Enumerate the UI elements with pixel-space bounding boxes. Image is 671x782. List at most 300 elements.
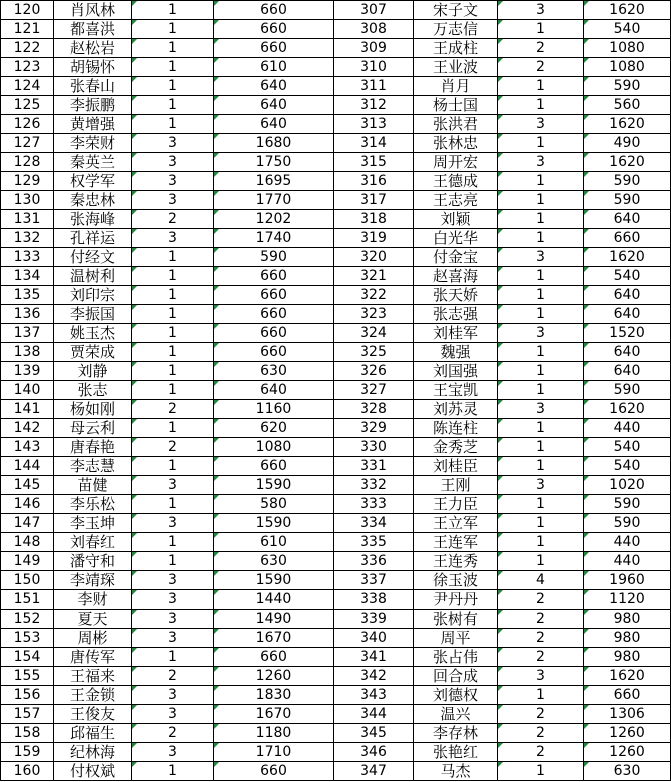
right-name-cell[interactable]: 刘桂军 xyxy=(414,324,498,343)
left-amount-cell[interactable]: 620 xyxy=(214,419,334,438)
right-name-cell[interactable]: 王德成 xyxy=(414,172,498,191)
right-id-cell[interactable]: 331 xyxy=(334,457,414,476)
right-id-cell[interactable]: 326 xyxy=(334,362,414,381)
left-count-cell[interactable]: 3 xyxy=(132,704,214,723)
right-amount-cell[interactable]: 1620 xyxy=(584,400,671,419)
left-name-cell[interactable]: 李财 xyxy=(54,590,132,609)
left-name-cell[interactable]: 张春山 xyxy=(54,77,132,96)
left-name-cell[interactable]: 刘静 xyxy=(54,362,132,381)
right-name-cell[interactable]: 刘苏灵 xyxy=(414,400,498,419)
right-name-cell[interactable]: 温兴 xyxy=(414,704,498,723)
left-count-cell[interactable]: 1 xyxy=(132,552,214,571)
right-name-cell[interactable]: 张林忠 xyxy=(414,134,498,153)
left-name-cell[interactable]: 唐传军 xyxy=(54,647,132,666)
right-count-cell[interactable]: 1 xyxy=(498,362,584,381)
right-count-cell[interactable]: 1 xyxy=(498,343,584,362)
right-count-cell[interactable]: 1 xyxy=(498,286,584,305)
left-count-cell[interactable]: 3 xyxy=(132,590,214,609)
right-count-cell[interactable]: 1 xyxy=(498,533,584,552)
left-id-cell[interactable]: 132 xyxy=(1,229,54,248)
left-count-cell[interactable]: 1 xyxy=(132,77,214,96)
left-amount-cell[interactable]: 1590 xyxy=(214,514,334,533)
right-count-cell[interactable]: 1 xyxy=(498,419,584,438)
left-count-cell[interactable]: 3 xyxy=(132,191,214,210)
left-name-cell[interactable]: 杨如刚 xyxy=(54,400,132,419)
right-name-cell[interactable]: 周开宏 xyxy=(414,153,498,172)
right-amount-cell[interactable]: 640 xyxy=(584,343,671,362)
left-id-cell[interactable]: 151 xyxy=(1,590,54,609)
left-id-cell[interactable]: 128 xyxy=(1,153,54,172)
right-id-cell[interactable]: 344 xyxy=(334,704,414,723)
left-id-cell[interactable]: 122 xyxy=(1,39,54,58)
left-name-cell[interactable]: 张志 xyxy=(54,381,132,400)
right-amount-cell[interactable]: 1620 xyxy=(584,1,671,20)
left-count-cell[interactable]: 3 xyxy=(132,172,214,191)
left-id-cell[interactable]: 134 xyxy=(1,267,54,286)
left-amount-cell[interactable]: 1670 xyxy=(214,704,334,723)
right-id-cell[interactable]: 345 xyxy=(334,723,414,742)
left-amount-cell[interactable]: 610 xyxy=(214,533,334,552)
right-amount-cell[interactable]: 630 xyxy=(584,761,671,780)
left-count-cell[interactable]: 1 xyxy=(132,96,214,115)
left-amount-cell[interactable]: 1590 xyxy=(214,571,334,590)
left-name-cell[interactable]: 夏天 xyxy=(54,609,132,628)
left-id-cell[interactable]: 138 xyxy=(1,343,54,362)
left-id-cell[interactable]: 144 xyxy=(1,457,54,476)
right-id-cell[interactable]: 324 xyxy=(334,324,414,343)
right-amount-cell[interactable]: 980 xyxy=(584,647,671,666)
right-id-cell[interactable]: 334 xyxy=(334,514,414,533)
right-count-cell[interactable]: 3 xyxy=(498,476,584,495)
left-id-cell[interactable]: 149 xyxy=(1,552,54,571)
left-id-cell[interactable]: 145 xyxy=(1,476,54,495)
left-count-cell[interactable]: 1 xyxy=(132,1,214,20)
right-amount-cell[interactable]: 1260 xyxy=(584,742,671,761)
left-name-cell[interactable]: 李振国 xyxy=(54,305,132,324)
right-name-cell[interactable]: 周平 xyxy=(414,628,498,647)
right-name-cell[interactable]: 回合成 xyxy=(414,666,498,685)
right-name-cell[interactable]: 张志强 xyxy=(414,305,498,324)
left-id-cell[interactable]: 158 xyxy=(1,723,54,742)
right-name-cell[interactable]: 张树有 xyxy=(414,609,498,628)
left-amount-cell[interactable]: 1590 xyxy=(214,476,334,495)
right-name-cell[interactable]: 刘颖 xyxy=(414,210,498,229)
right-name-cell[interactable]: 徐玉波 xyxy=(414,571,498,590)
right-id-cell[interactable]: 327 xyxy=(334,381,414,400)
left-id-cell[interactable]: 121 xyxy=(1,20,54,39)
left-amount-cell[interactable]: 660 xyxy=(214,343,334,362)
right-amount-cell[interactable]: 1120 xyxy=(584,590,671,609)
right-count-cell[interactable]: 2 xyxy=(498,609,584,628)
left-count-cell[interactable]: 2 xyxy=(132,400,214,419)
right-count-cell[interactable]: 1 xyxy=(498,267,584,286)
right-count-cell[interactable]: 2 xyxy=(498,723,584,742)
right-id-cell[interactable]: 336 xyxy=(334,552,414,571)
right-id-cell[interactable]: 342 xyxy=(334,666,414,685)
right-amount-cell[interactable]: 1020 xyxy=(584,476,671,495)
right-name-cell[interactable]: 王业波 xyxy=(414,58,498,77)
left-name-cell[interactable]: 李靖琛 xyxy=(54,571,132,590)
right-id-cell[interactable]: 337 xyxy=(334,571,414,590)
left-amount-cell[interactable]: 590 xyxy=(214,248,334,267)
right-count-cell[interactable]: 3 xyxy=(498,248,584,267)
right-count-cell[interactable]: 1 xyxy=(498,457,584,476)
right-name-cell[interactable]: 白光华 xyxy=(414,229,498,248)
right-name-cell[interactable]: 刘德权 xyxy=(414,685,498,704)
left-name-cell[interactable]: 秦英兰 xyxy=(54,153,132,172)
right-amount-cell[interactable]: 1306 xyxy=(584,704,671,723)
right-amount-cell[interactable]: 640 xyxy=(584,286,671,305)
right-name-cell[interactable]: 魏强 xyxy=(414,343,498,362)
left-count-cell[interactable]: 1 xyxy=(132,248,214,267)
right-count-cell[interactable]: 2 xyxy=(498,647,584,666)
right-name-cell[interactable]: 张洪君 xyxy=(414,115,498,134)
left-name-cell[interactable]: 刘印宗 xyxy=(54,286,132,305)
right-id-cell[interactable]: 312 xyxy=(334,96,414,115)
right-name-cell[interactable]: 金秀芝 xyxy=(414,438,498,457)
left-amount-cell[interactable]: 660 xyxy=(214,761,334,780)
left-count-cell[interactable]: 1 xyxy=(132,324,214,343)
left-name-cell[interactable]: 付经文 xyxy=(54,248,132,267)
left-name-cell[interactable]: 贾荣成 xyxy=(54,343,132,362)
right-id-cell[interactable]: 317 xyxy=(334,191,414,210)
left-amount-cell[interactable]: 640 xyxy=(214,115,334,134)
right-amount-cell[interactable]: 540 xyxy=(584,267,671,286)
left-name-cell[interactable]: 李玉坤 xyxy=(54,514,132,533)
right-name-cell[interactable]: 杨士国 xyxy=(414,96,498,115)
right-count-cell[interactable]: 1 xyxy=(498,210,584,229)
right-id-cell[interactable]: 316 xyxy=(334,172,414,191)
left-name-cell[interactable]: 王福来 xyxy=(54,666,132,685)
right-count-cell[interactable]: 1 xyxy=(498,381,584,400)
right-count-cell[interactable]: 1 xyxy=(498,229,584,248)
right-name-cell[interactable]: 王成柱 xyxy=(414,39,498,58)
left-id-cell[interactable]: 120 xyxy=(1,1,54,20)
left-amount-cell[interactable]: 1670 xyxy=(214,628,334,647)
right-id-cell[interactable]: 335 xyxy=(334,533,414,552)
right-id-cell[interactable]: 338 xyxy=(334,590,414,609)
right-name-cell[interactable]: 付金宝 xyxy=(414,248,498,267)
left-amount-cell[interactable]: 660 xyxy=(214,286,334,305)
left-count-cell[interactable]: 1 xyxy=(132,39,214,58)
right-name-cell[interactable]: 王连秀 xyxy=(414,552,498,571)
left-id-cell[interactable]: 124 xyxy=(1,77,54,96)
right-name-cell[interactable]: 万志信 xyxy=(414,20,498,39)
right-count-cell[interactable]: 1 xyxy=(498,77,584,96)
left-id-cell[interactable]: 130 xyxy=(1,191,54,210)
left-count-cell[interactable]: 1 xyxy=(132,381,214,400)
left-count-cell[interactable]: 1 xyxy=(132,115,214,134)
right-amount-cell[interactable]: 1620 xyxy=(584,115,671,134)
right-id-cell[interactable]: 322 xyxy=(334,286,414,305)
left-count-cell[interactable]: 1 xyxy=(132,286,214,305)
left-count-cell[interactable]: 2 xyxy=(132,438,214,457)
right-amount-cell[interactable]: 1620 xyxy=(584,666,671,685)
left-name-cell[interactable]: 李乐松 xyxy=(54,495,132,514)
right-count-cell[interactable]: 3 xyxy=(498,115,584,134)
right-count-cell[interactable]: 1 xyxy=(498,552,584,571)
left-count-cell[interactable]: 3 xyxy=(132,229,214,248)
left-id-cell[interactable]: 152 xyxy=(1,609,54,628)
right-name-cell[interactable]: 刘国强 xyxy=(414,362,498,381)
right-amount-cell[interactable]: 540 xyxy=(584,438,671,457)
right-id-cell[interactable]: 323 xyxy=(334,305,414,324)
right-count-cell[interactable]: 2 xyxy=(498,628,584,647)
left-count-cell[interactable]: 3 xyxy=(132,685,214,704)
left-amount-cell[interactable]: 630 xyxy=(214,362,334,381)
right-count-cell[interactable]: 1 xyxy=(498,134,584,153)
right-count-cell[interactable]: 1 xyxy=(498,495,584,514)
left-name-cell[interactable]: 温树利 xyxy=(54,267,132,286)
right-id-cell[interactable]: 333 xyxy=(334,495,414,514)
left-amount-cell[interactable]: 1080 xyxy=(214,438,334,457)
left-count-cell[interactable]: 1 xyxy=(132,495,214,514)
left-count-cell[interactable]: 1 xyxy=(132,419,214,438)
right-amount-cell[interactable]: 440 xyxy=(584,419,671,438)
right-name-cell[interactable]: 王志亮 xyxy=(414,191,498,210)
left-amount-cell[interactable]: 1490 xyxy=(214,609,334,628)
left-id-cell[interactable]: 147 xyxy=(1,514,54,533)
left-count-cell[interactable]: 3 xyxy=(132,134,214,153)
right-count-cell[interactable]: 1 xyxy=(498,191,584,210)
right-name-cell[interactable]: 张天娇 xyxy=(414,286,498,305)
left-id-cell[interactable]: 146 xyxy=(1,495,54,514)
left-id-cell[interactable]: 160 xyxy=(1,761,54,780)
right-count-cell[interactable]: 2 xyxy=(498,590,584,609)
left-amount-cell[interactable]: 660 xyxy=(214,39,334,58)
right-amount-cell[interactable]: 1620 xyxy=(584,153,671,172)
left-name-cell[interactable]: 黄增强 xyxy=(54,115,132,134)
right-id-cell[interactable]: 315 xyxy=(334,153,414,172)
right-count-cell[interactable]: 1 xyxy=(498,685,584,704)
left-id-cell[interactable]: 125 xyxy=(1,96,54,115)
left-amount-cell[interactable]: 640 xyxy=(214,96,334,115)
right-id-cell[interactable]: 325 xyxy=(334,343,414,362)
right-count-cell[interactable]: 3 xyxy=(498,324,584,343)
right-id-cell[interactable]: 328 xyxy=(334,400,414,419)
left-amount-cell[interactable]: 1770 xyxy=(214,191,334,210)
right-amount-cell[interactable]: 590 xyxy=(584,514,671,533)
right-name-cell[interactable]: 马杰 xyxy=(414,761,498,780)
left-amount-cell[interactable]: 1680 xyxy=(214,134,334,153)
right-name-cell[interactable]: 李存林 xyxy=(414,723,498,742)
left-id-cell[interactable]: 155 xyxy=(1,666,54,685)
left-count-cell[interactable]: 1 xyxy=(132,647,214,666)
right-amount-cell[interactable]: 640 xyxy=(584,305,671,324)
right-amount-cell[interactable]: 1260 xyxy=(584,723,671,742)
left-count-cell[interactable]: 1 xyxy=(132,20,214,39)
left-name-cell[interactable]: 邱福生 xyxy=(54,723,132,742)
left-amount-cell[interactable]: 1740 xyxy=(214,229,334,248)
left-count-cell[interactable]: 3 xyxy=(132,514,214,533)
right-count-cell[interactable]: 3 xyxy=(498,1,584,20)
left-amount-cell[interactable]: 660 xyxy=(214,1,334,20)
right-name-cell[interactable]: 王刚 xyxy=(414,476,498,495)
left-count-cell[interactable]: 3 xyxy=(132,571,214,590)
left-name-cell[interactable]: 李荣财 xyxy=(54,134,132,153)
right-id-cell[interactable]: 318 xyxy=(334,210,414,229)
right-id-cell[interactable]: 307 xyxy=(334,1,414,20)
right-amount-cell[interactable]: 590 xyxy=(584,495,671,514)
right-count-cell[interactable]: 2 xyxy=(498,742,584,761)
right-amount-cell[interactable]: 1520 xyxy=(584,324,671,343)
right-id-cell[interactable]: 313 xyxy=(334,115,414,134)
left-amount-cell[interactable]: 660 xyxy=(214,20,334,39)
left-id-cell[interactable]: 143 xyxy=(1,438,54,457)
left-id-cell[interactable]: 139 xyxy=(1,362,54,381)
left-id-cell[interactable]: 133 xyxy=(1,248,54,267)
left-count-cell[interactable]: 2 xyxy=(132,210,214,229)
left-name-cell[interactable]: 李志慧 xyxy=(54,457,132,476)
left-id-cell[interactable]: 156 xyxy=(1,685,54,704)
left-count-cell[interactable]: 2 xyxy=(132,666,214,685)
right-name-cell[interactable]: 尹丹丹 xyxy=(414,590,498,609)
left-count-cell[interactable]: 1 xyxy=(132,761,214,780)
right-name-cell[interactable]: 张占伟 xyxy=(414,647,498,666)
right-name-cell[interactable]: 王立军 xyxy=(414,514,498,533)
right-id-cell[interactable]: 347 xyxy=(334,761,414,780)
right-amount-cell[interactable]: 490 xyxy=(584,134,671,153)
right-name-cell[interactable]: 肖月 xyxy=(414,77,498,96)
left-count-cell[interactable]: 1 xyxy=(132,343,214,362)
right-id-cell[interactable]: 309 xyxy=(334,39,414,58)
right-name-cell[interactable]: 王宝凯 xyxy=(414,381,498,400)
left-amount-cell[interactable]: 660 xyxy=(214,457,334,476)
right-amount-cell[interactable]: 980 xyxy=(584,628,671,647)
left-name-cell[interactable]: 孔祥运 xyxy=(54,229,132,248)
right-id-cell[interactable]: 332 xyxy=(334,476,414,495)
left-amount-cell[interactable]: 610 xyxy=(214,58,334,77)
right-amount-cell[interactable]: 590 xyxy=(584,77,671,96)
left-id-cell[interactable]: 136 xyxy=(1,305,54,324)
left-name-cell[interactable]: 潘守和 xyxy=(54,552,132,571)
right-count-cell[interactable]: 3 xyxy=(498,153,584,172)
left-amount-cell[interactable]: 1440 xyxy=(214,590,334,609)
right-amount-cell[interactable]: 980 xyxy=(584,609,671,628)
right-amount-cell[interactable]: 1080 xyxy=(584,58,671,77)
right-amount-cell[interactable]: 660 xyxy=(584,229,671,248)
right-id-cell[interactable]: 314 xyxy=(334,134,414,153)
left-name-cell[interactable]: 付权斌 xyxy=(54,761,132,780)
right-id-cell[interactable]: 308 xyxy=(334,20,414,39)
left-amount-cell[interactable]: 1160 xyxy=(214,400,334,419)
right-name-cell[interactable]: 宋子文 xyxy=(414,1,498,20)
right-id-cell[interactable]: 346 xyxy=(334,742,414,761)
right-amount-cell[interactable]: 440 xyxy=(584,552,671,571)
right-id-cell[interactable]: 340 xyxy=(334,628,414,647)
left-count-cell[interactable]: 1 xyxy=(132,267,214,286)
right-amount-cell[interactable]: 590 xyxy=(584,191,671,210)
right-count-cell[interactable]: 4 xyxy=(498,571,584,590)
left-id-cell[interactable]: 150 xyxy=(1,571,54,590)
left-name-cell[interactable]: 姚玉杰 xyxy=(54,324,132,343)
left-name-cell[interactable]: 张海峰 xyxy=(54,210,132,229)
left-count-cell[interactable]: 1 xyxy=(132,362,214,381)
left-id-cell[interactable]: 157 xyxy=(1,704,54,723)
left-id-cell[interactable]: 131 xyxy=(1,210,54,229)
left-id-cell[interactable]: 154 xyxy=(1,647,54,666)
right-id-cell[interactable]: 330 xyxy=(334,438,414,457)
left-id-cell[interactable]: 148 xyxy=(1,533,54,552)
left-count-cell[interactable]: 3 xyxy=(132,153,214,172)
left-amount-cell[interactable]: 660 xyxy=(214,267,334,286)
left-amount-cell[interactable]: 1830 xyxy=(214,685,334,704)
right-count-cell[interactable]: 1 xyxy=(498,96,584,115)
left-name-cell[interactable]: 都喜洪 xyxy=(54,20,132,39)
right-count-cell[interactable]: 2 xyxy=(498,704,584,723)
right-amount-cell[interactable]: 1960 xyxy=(584,571,671,590)
right-id-cell[interactable]: 310 xyxy=(334,58,414,77)
left-amount-cell[interactable]: 1710 xyxy=(214,742,334,761)
right-count-cell[interactable]: 2 xyxy=(498,58,584,77)
right-id-cell[interactable]: 343 xyxy=(334,685,414,704)
left-name-cell[interactable]: 赵松岩 xyxy=(54,39,132,58)
right-count-cell[interactable]: 1 xyxy=(498,305,584,324)
left-id-cell[interactable]: 137 xyxy=(1,324,54,343)
left-name-cell[interactable]: 秦忠林 xyxy=(54,191,132,210)
right-id-cell[interactable]: 329 xyxy=(334,419,414,438)
left-count-cell[interactable]: 3 xyxy=(132,609,214,628)
left-count-cell[interactable]: 1 xyxy=(132,533,214,552)
left-count-cell[interactable]: 2 xyxy=(132,723,214,742)
left-amount-cell[interactable]: 1695 xyxy=(214,172,334,191)
right-amount-cell[interactable]: 640 xyxy=(584,210,671,229)
left-amount-cell[interactable]: 1202 xyxy=(214,210,334,229)
right-amount-cell[interactable]: 540 xyxy=(584,20,671,39)
left-amount-cell[interactable]: 660 xyxy=(214,647,334,666)
left-amount-cell[interactable]: 580 xyxy=(214,495,334,514)
right-name-cell[interactable]: 赵喜海 xyxy=(414,267,498,286)
left-amount-cell[interactable]: 630 xyxy=(214,552,334,571)
right-count-cell[interactable]: 1 xyxy=(498,514,584,533)
left-count-cell[interactable]: 3 xyxy=(132,628,214,647)
left-id-cell[interactable]: 159 xyxy=(1,742,54,761)
right-amount-cell[interactable]: 1080 xyxy=(584,39,671,58)
left-name-cell[interactable]: 王俊友 xyxy=(54,704,132,723)
right-count-cell[interactable]: 2 xyxy=(498,39,584,58)
left-id-cell[interactable]: 141 xyxy=(1,400,54,419)
right-name-cell[interactable]: 王力臣 xyxy=(414,495,498,514)
left-id-cell[interactable]: 135 xyxy=(1,286,54,305)
right-id-cell[interactable]: 320 xyxy=(334,248,414,267)
left-name-cell[interactable]: 唐春艳 xyxy=(54,438,132,457)
right-amount-cell[interactable]: 560 xyxy=(584,96,671,115)
left-name-cell[interactable]: 苗健 xyxy=(54,476,132,495)
right-count-cell[interactable]: 1 xyxy=(498,438,584,457)
right-amount-cell[interactable]: 1620 xyxy=(584,248,671,267)
right-id-cell[interactable]: 339 xyxy=(334,609,414,628)
right-count-cell[interactable]: 3 xyxy=(498,666,584,685)
right-amount-cell[interactable]: 590 xyxy=(584,172,671,191)
left-name-cell[interactable]: 肖风林 xyxy=(54,1,132,20)
left-count-cell[interactable]: 1 xyxy=(132,58,214,77)
left-amount-cell[interactable]: 640 xyxy=(214,381,334,400)
right-id-cell[interactable]: 319 xyxy=(334,229,414,248)
left-id-cell[interactable]: 142 xyxy=(1,419,54,438)
left-name-cell[interactable]: 胡锡怀 xyxy=(54,58,132,77)
right-name-cell[interactable]: 张艳红 xyxy=(414,742,498,761)
left-amount-cell[interactable]: 1260 xyxy=(214,666,334,685)
left-id-cell[interactable]: 127 xyxy=(1,134,54,153)
left-count-cell[interactable]: 1 xyxy=(132,457,214,476)
right-amount-cell[interactable]: 440 xyxy=(584,533,671,552)
right-count-cell[interactable]: 1 xyxy=(498,761,584,780)
left-count-cell[interactable]: 3 xyxy=(132,476,214,495)
right-amount-cell[interactable]: 640 xyxy=(584,362,671,381)
left-id-cell[interactable]: 123 xyxy=(1,58,54,77)
left-id-cell[interactable]: 140 xyxy=(1,381,54,400)
right-count-cell[interactable]: 3 xyxy=(498,400,584,419)
